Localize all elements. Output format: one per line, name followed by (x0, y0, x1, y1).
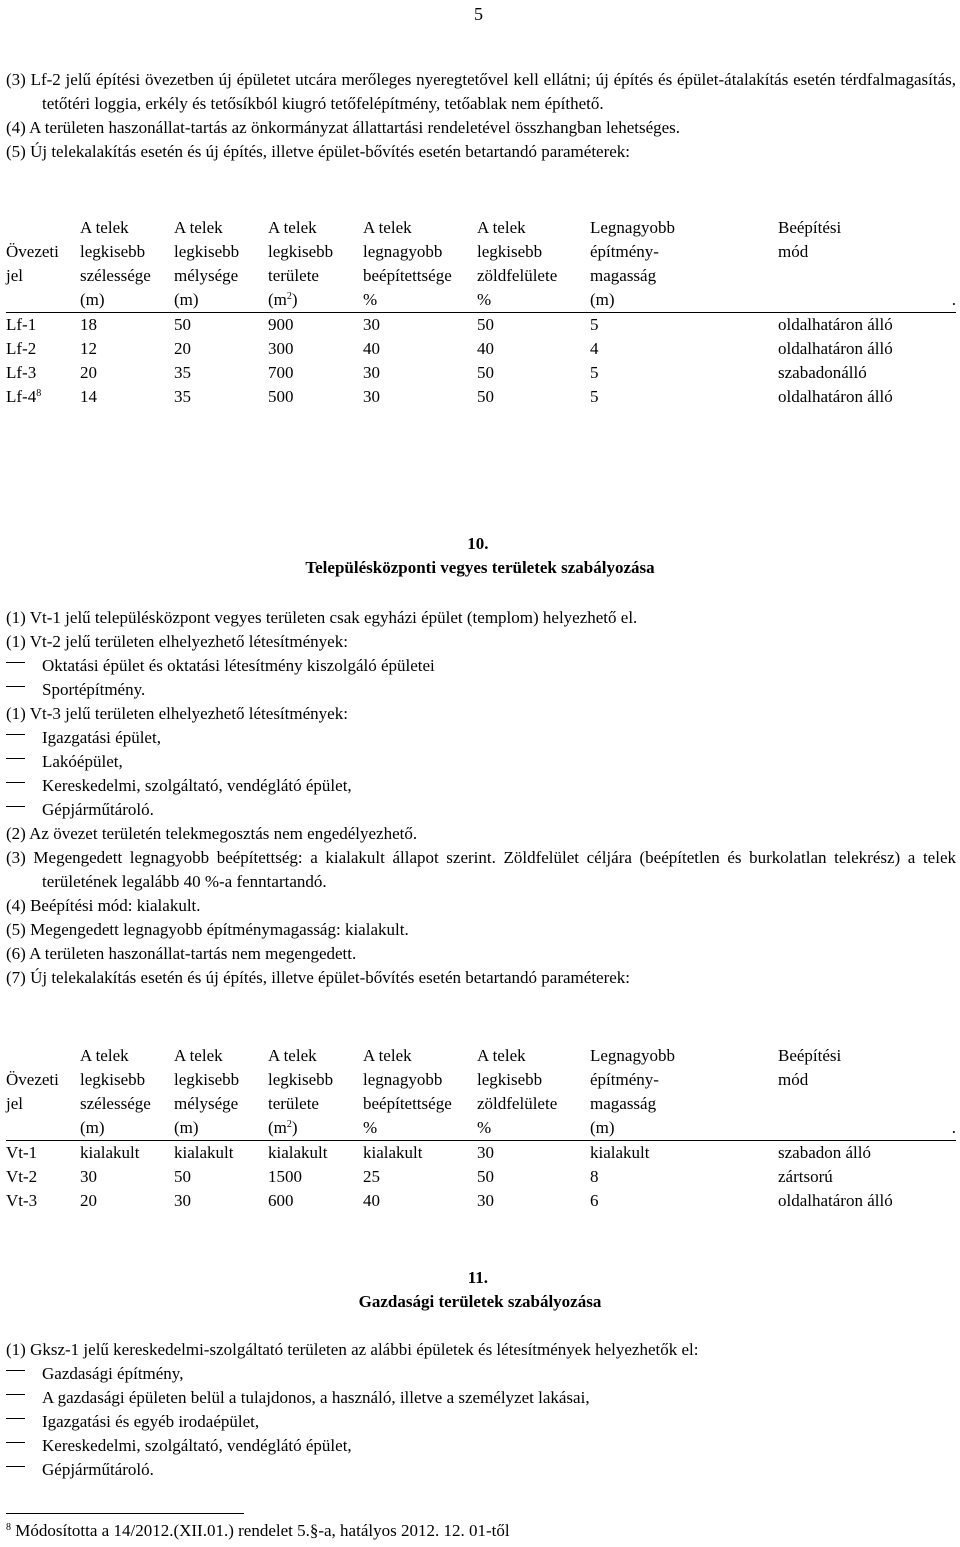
table-row (6, 361, 956, 385)
table-cell: 5 (590, 363, 599, 382)
header-cell (268, 1116, 363, 1141)
paragraph: (5) Megengedett legnagyobb építménymagasság: kialakult. (6, 920, 409, 939)
list-item-text: Kereskedelmi, szolgáltató, vendéglátó épület, (42, 776, 352, 795)
paragraph-3: (3) Lf-2 jelű építési övezetben új épületet utcára merőleges nyeregtetővel kell ellátni; új építés és épület-átalakítás esetén térdfalmagasítás, tetőtéri loggia, erkély és tetősíkból kiugró tetőfelépítmény, tetőablak nem építhető. (6, 70, 956, 113)
list-item (6, 774, 956, 798)
zone-code (6, 313, 80, 338)
table-header (6, 216, 956, 313)
footnote-divider (6, 1513, 244, 1514)
header-cell: . (778, 1116, 956, 1141)
list-item (6, 1434, 956, 1458)
header-cell: A telek (268, 218, 317, 237)
header-cell: beépítettsége (363, 1094, 452, 1113)
header-cell: legkisebb (477, 1070, 543, 1089)
zone-code-text: Vt-3 (6, 1191, 38, 1210)
header-cell (778, 264, 956, 288)
table-cell: kialakult (268, 1143, 328, 1162)
header-cell: A telek (477, 218, 526, 237)
paragraph: (2) Az övezet területén telekmegosztás nem engedélyezhető. (6, 824, 418, 843)
header-cell: területe (268, 1094, 319, 1113)
header-cell: zöldfelülete (477, 266, 558, 285)
header-row (6, 1068, 956, 1092)
paragraph-4: (4) A területen haszonállat-tartás az önkormányzat állattartási rendeletével összhangban lehetséges. (6, 118, 681, 137)
header-cell (6, 1044, 80, 1068)
paragraph: (1) Vt-1 jelű településközpont vegyes területen csak egyházi épület (templom) helyezhető el. (6, 608, 638, 627)
paragraph-sign-icon (488, 1268, 492, 1287)
footnote-reference: 8 (36, 388, 42, 399)
footnote-mark: 8 (6, 1522, 11, 1533)
table-row (6, 337, 956, 361)
table-cell: oldalhatáron álló (778, 1191, 893, 1210)
paragraph-sign-icon (489, 534, 493, 553)
parameters-table-vt (6, 1044, 956, 1213)
table-cell: kialakult (80, 1143, 140, 1162)
table-cell: 30 (363, 387, 380, 406)
table-cell: 50 (477, 387, 494, 406)
table-cell: 300 (268, 339, 294, 358)
header-cell: magasság (590, 1094, 657, 1113)
table-cell: szabadon álló (778, 1143, 871, 1162)
intro-section (6, 68, 956, 164)
list-item-text: Kereskedelmi, szolgáltató, vendéglátó épület, (42, 1436, 352, 1455)
zone-code (6, 1165, 80, 1189)
parameters-table-lf (6, 216, 956, 409)
header-row (6, 240, 956, 264)
header-cell: A telek (477, 1046, 526, 1065)
header-cell: Legnagyobb (590, 218, 675, 237)
table-vt (6, 1044, 956, 1213)
header-row (6, 1116, 956, 1141)
paragraph: (4) Beépítési mód: kialakult. (6, 896, 201, 915)
table-cell: oldalhatáron álló (778, 387, 893, 406)
table-cell: 8 (590, 1167, 599, 1186)
footnote-text: Módosította a 14/2012.(XII.01.) rendelet 5.§-a, hatályos 2012. 12. 01-től (15, 1521, 510, 1540)
table-cell: 30 (363, 315, 380, 334)
table-lf (6, 216, 956, 409)
table-cell: szabadonálló (778, 363, 867, 382)
list-item (6, 726, 956, 750)
table-cell: 900 (268, 315, 294, 334)
header-cell: legkisebb (80, 242, 146, 261)
list-item-text: Igazgatási és egyéb irodaépület, (42, 1412, 260, 1431)
header-row (6, 1092, 956, 1116)
table-cell: 30 (363, 363, 380, 382)
zone-code (6, 385, 80, 409)
list-item-text: A gazdasági épületen belül a tulajdonos, a használó, illetve a személyzet lakásai, (42, 1388, 590, 1407)
table-row (6, 1165, 956, 1189)
table-cell: 50 (477, 1167, 494, 1186)
header-cell: % (477, 288, 590, 313)
header-cell: építmény- (590, 242, 659, 261)
zone-code-text: Lf-2 (6, 339, 37, 358)
list-item (6, 678, 956, 702)
header-cell: legkisebb (174, 242, 240, 261)
header-cell: (m) (80, 1116, 174, 1141)
paragraph: (7) Új telekalakítás esetén és új építés, illetve épület-bővítés esetén betartandó paraméterek: (6, 968, 631, 987)
table-cell: 600 (268, 1191, 294, 1210)
table-cell: kialakult (174, 1143, 234, 1162)
section-11-body (6, 1338, 956, 1482)
header-row (6, 1044, 956, 1068)
header-cell: (m) (590, 1116, 778, 1141)
header-cell: A telek (80, 1046, 129, 1065)
list-item (6, 1410, 956, 1434)
list-item-text: Igazgatási épület, (42, 728, 161, 747)
header-row (6, 264, 956, 288)
header-cell: beépítettsége (363, 266, 452, 285)
header-cell: szélessége (80, 1094, 151, 1113)
table-cell: 40 (477, 339, 494, 358)
section-10-body (6, 606, 956, 990)
header-cell: A telek (268, 1046, 317, 1065)
table-cell: 35 (174, 363, 191, 382)
header-cell: (m) (80, 288, 174, 313)
section-11-number (0, 1266, 960, 1290)
table-cell: oldalhatáron álló (778, 315, 893, 334)
list-item (6, 654, 956, 678)
header-cell: legnagyobb (363, 1070, 443, 1089)
table-cell: 6 (590, 1191, 599, 1210)
zone-code-text: Vt-1 (6, 1143, 38, 1162)
list-item-text: Gazdasági építmény, (42, 1364, 184, 1383)
table-cell: 1500 (268, 1167, 302, 1186)
table-cell: kialakult (590, 1143, 650, 1162)
header-cell: legkisebb (80, 1070, 146, 1089)
table-cell: 40 (363, 339, 380, 358)
section-number: 11. (467, 1268, 489, 1287)
table-cell: 30 (477, 1191, 494, 1210)
header-cell: legkisebb (268, 1070, 334, 1089)
header-cell: (m) (174, 1116, 268, 1141)
table-cell: 40 (363, 1191, 380, 1210)
header-cell: A telek (363, 1046, 412, 1065)
table-cell: 50 (477, 363, 494, 382)
zone-code (6, 1141, 80, 1166)
table-cell: 12 (80, 339, 97, 358)
paragraph: (3) Megengedett legnagyobb beépítettség: a kialakult állapot szerint. Zöldfelület céljára (beépítetlen és burkolatlan telekrész) a telek területének legalább 40 %-a fenntartandó. (6, 848, 956, 891)
table-cell: 4 (590, 339, 599, 358)
table-cell: 18 (80, 315, 97, 334)
header-cell: magasság (590, 266, 657, 285)
header-cell: % (363, 1116, 477, 1141)
paragraph: (1) Vt-2 jelű területen elhelyezhető létesítmények: (6, 632, 348, 651)
header-cell: legkisebb (268, 242, 334, 261)
table-cell: 35 (174, 387, 191, 406)
table-cell: kialakult (363, 1143, 423, 1162)
table-cell: 30 (80, 1167, 97, 1186)
header-cell: szélessége (80, 266, 151, 285)
zone-code-text: Vt-2 (6, 1167, 38, 1186)
header-cell: A telek (174, 1046, 223, 1065)
header-cell: területe (268, 266, 319, 285)
list-item (6, 798, 956, 822)
list-item (6, 1362, 956, 1386)
table-cell: 50 (174, 1167, 191, 1186)
header-cell: zöldfelülete (477, 1094, 558, 1113)
footnote (6, 1519, 510, 1543)
section-number: 10. (467, 534, 489, 553)
section-10-number (0, 532, 960, 556)
header-cell: építmény- (590, 1070, 659, 1089)
table-cell: 20 (174, 339, 191, 358)
header-cell: (m) (590, 288, 778, 313)
table-cell: 500 (268, 387, 294, 406)
header-row (6, 216, 956, 240)
list-item-text: Gépjárműtároló. (42, 800, 154, 819)
header-cell: Övezeti (6, 1070, 59, 1089)
table-cell: 5 (590, 315, 599, 334)
header-cell (6, 216, 80, 240)
header-cell: mélysége (174, 1094, 239, 1113)
table-cell: 50 (174, 315, 191, 334)
header-cell: A telek (363, 218, 412, 237)
header-cell: Beépítési (778, 218, 842, 237)
list-item-text: Gépjárműtároló. (42, 1460, 154, 1479)
table-body (6, 1141, 956, 1214)
header-unit-close: ) (291, 290, 298, 309)
table-body (6, 313, 956, 410)
table-cell: 25 (363, 1167, 380, 1186)
table-cell: oldalhatáron álló (778, 339, 893, 358)
zone-code-text: Lf-1 (6, 315, 37, 334)
zone-code (6, 361, 80, 385)
table-row (6, 385, 956, 409)
table-row (6, 313, 956, 338)
table-header (6, 1044, 956, 1141)
header-cell: A telek (174, 218, 223, 237)
list-item-text: Oktatási épület és oktatási létesítmény kiszolgáló épületei (42, 656, 435, 675)
header-cell: jel (6, 266, 23, 285)
header-cell: A telek (80, 218, 129, 237)
header-cell: legkisebb (477, 242, 543, 261)
header-cell: (m) (174, 288, 268, 313)
header-unit-close: ) (291, 1118, 298, 1137)
header-cell: % (363, 288, 477, 313)
table-cell: 14 (80, 387, 97, 406)
header-cell: . (778, 288, 956, 313)
zone-code (6, 337, 80, 361)
header-unit: (m (268, 290, 287, 309)
zone-code-text: Lf-4 (6, 387, 37, 406)
header-cell: legkisebb (174, 1070, 240, 1089)
header-unit-exponent: 2 (286, 291, 292, 302)
table-cell: 20 (80, 363, 97, 382)
section-10-title: Településközponti vegyes területek szabályozása (305, 558, 655, 577)
header-row (6, 288, 956, 313)
paragraph: (1) Gksz-1 jelű kereskedelmi-szolgáltató területen az alábbi épületek és létesítmények helyezhetők el: (6, 1340, 699, 1359)
header-cell: Övezeti (6, 242, 59, 261)
paragraph: (6) A területen haszonállat-tartás nem megengedett. (6, 944, 357, 963)
header-cell: legnagyobb (363, 242, 443, 261)
header-cell (778, 1092, 956, 1116)
table-cell: 5 (590, 387, 599, 406)
header-cell: jel (6, 1094, 23, 1113)
table-cell: 50 (477, 315, 494, 334)
table-row (6, 1141, 956, 1166)
section-11-title: Gazdasági területek szabályozása (358, 1292, 602, 1311)
list-item (6, 750, 956, 774)
table-cell: 30 (477, 1143, 494, 1162)
table-cell: zártsorú (778, 1167, 833, 1186)
header-cell (6, 288, 80, 313)
table-cell: 700 (268, 363, 294, 382)
header-cell: mélysége (174, 266, 239, 285)
list-item-text: Sportépítmény. (42, 680, 146, 699)
page-number: 5 (474, 4, 483, 24)
table-row (6, 1189, 956, 1213)
zone-code-text: Lf-3 (6, 363, 37, 382)
table-cell: 20 (80, 1191, 97, 1210)
paragraph-5: (5) Új telekalakítás esetén és új építés, illetve épület-bővítés esetén betartandó paraméterek: (6, 142, 631, 161)
header-cell: Legnagyobb (590, 1046, 675, 1065)
list-item (6, 1458, 956, 1482)
header-cell: mód (778, 242, 809, 261)
header-cell: % (477, 1116, 590, 1141)
list-item-text: Lakóépület, (42, 752, 123, 771)
header-unit-exponent: 2 (286, 1119, 292, 1130)
header-cell (6, 1116, 80, 1141)
header-cell: Beépítési (778, 1046, 842, 1065)
zone-code (6, 1189, 80, 1213)
header-cell (268, 288, 363, 313)
table-cell: 30 (174, 1191, 191, 1210)
list-item (6, 1386, 956, 1410)
paragraph: (1) Vt-3 jelű területen elhelyezhető létesítmények: (6, 704, 348, 723)
header-cell: mód (778, 1070, 809, 1089)
header-unit: (m (268, 1118, 287, 1137)
